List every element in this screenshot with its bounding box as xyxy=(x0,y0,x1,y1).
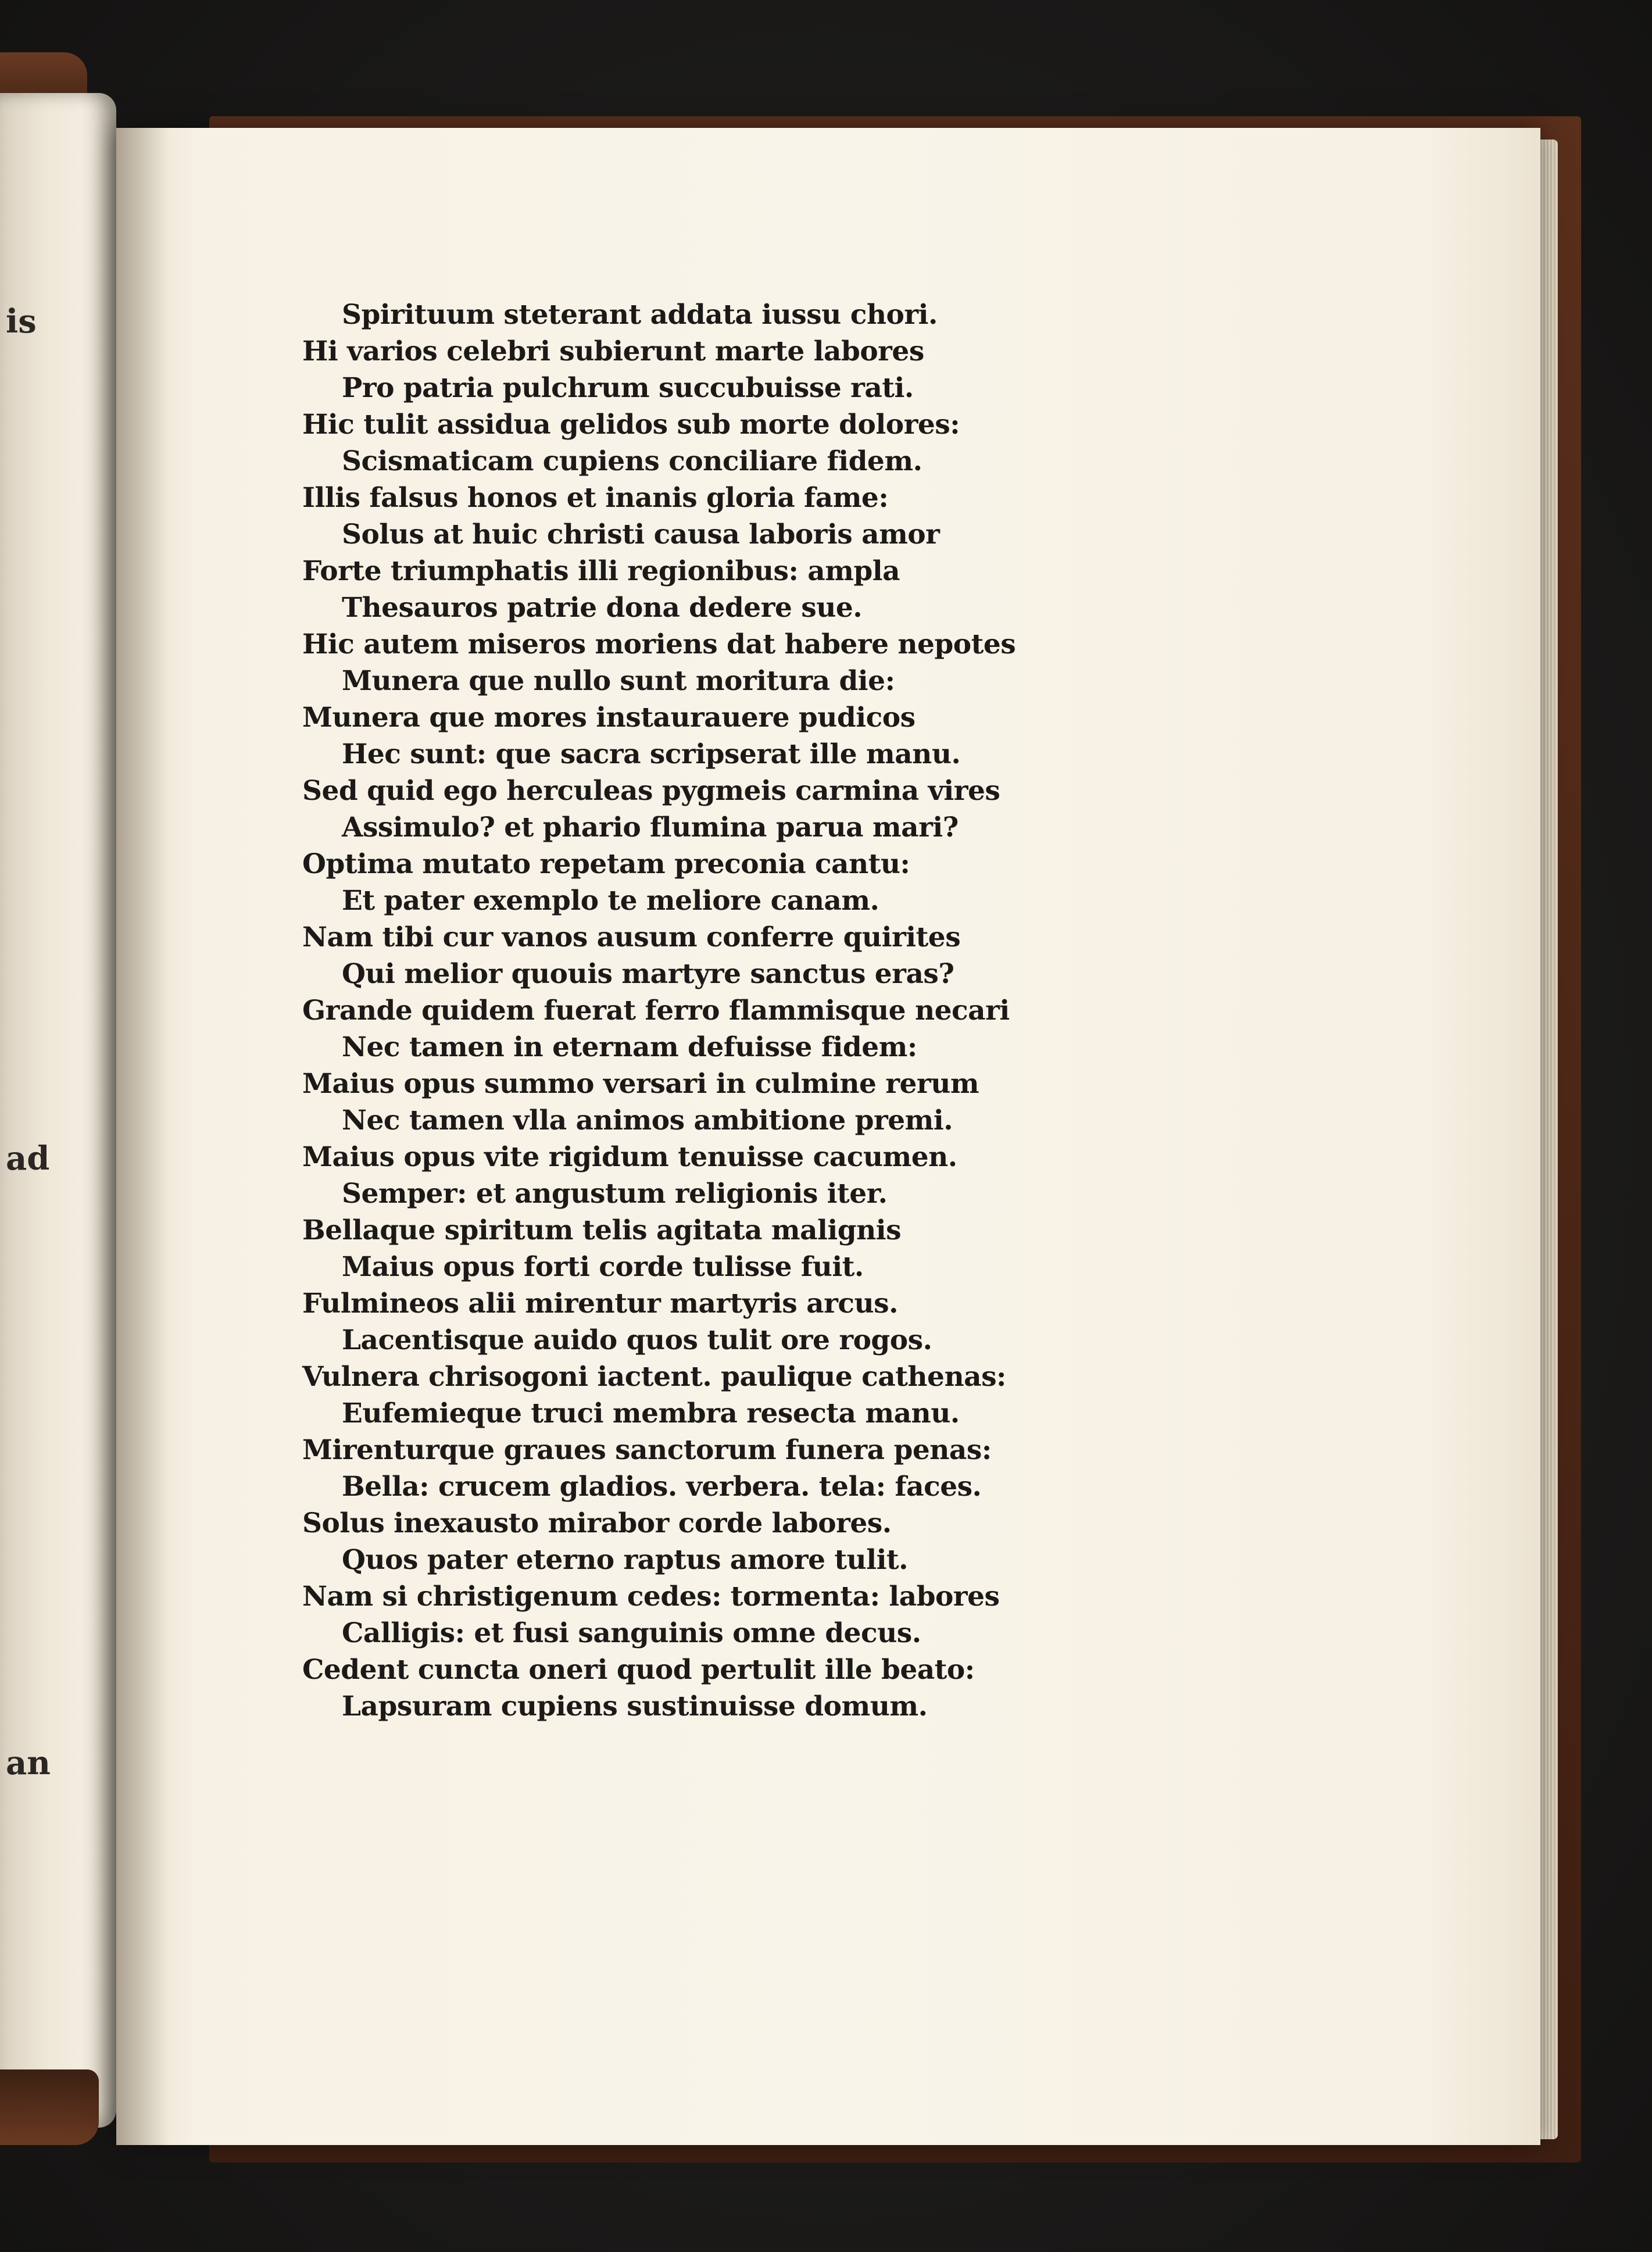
verse-line: Sed quid ego herculeas pygmeis carmina vires xyxy=(302,775,1000,807)
verse-line: Nec tamen vlla animos ambitione premi. xyxy=(342,1104,953,1136)
left-page-fragment: an xyxy=(6,1744,51,1782)
left-cover-corner-bottom xyxy=(0,2069,99,2145)
verse-line: Solus inexausto mirabor corde labores. xyxy=(302,1507,892,1539)
verse-block xyxy=(302,296,1290,1725)
verse-line: Vulnera chrisogoni iactent. paulique cathenas: xyxy=(302,1361,1006,1393)
verse-line: Munera que mores instaurauere pudicos xyxy=(302,702,916,734)
left-page xyxy=(0,93,116,2128)
verse-line: Forte triumphatis illi regionibus: ampla xyxy=(302,555,900,587)
verse-line: Semper: et angustum religionis iter. xyxy=(342,1178,888,1210)
verse-line: Scismaticam cupiens conciliare fidem. xyxy=(342,445,922,477)
verse-line: Et pater exemplo te meliore canam. xyxy=(342,885,879,917)
verse-line: Illis falsus honos et inanis gloria fame: xyxy=(302,482,889,514)
verse-line: Qui melior quouis martyre sanctus eras? xyxy=(342,958,954,990)
verse-line: Nam si christigenum cedes: tormenta: labores xyxy=(302,1581,1000,1613)
verse-line: Hic tulit assidua gelidos sub morte dolores: xyxy=(302,409,960,441)
verse-line: Lapsuram cupiens sustinuisse domum. xyxy=(342,1690,928,1722)
page xyxy=(116,128,1540,2145)
verse-line: Hic autem miseros moriens dat habere nepotes xyxy=(302,628,1016,660)
gutter-shadow xyxy=(116,128,169,2145)
verse-line: Spirituum steterant addata iussu chori. xyxy=(342,299,938,331)
verse-line: Maius opus forti corde tulisse fuit. xyxy=(342,1251,864,1283)
verse-line: Munera que nullo sunt moritura die: xyxy=(342,665,895,697)
verse-line: Cedent cuncta oneri quod pertulit ille beato: xyxy=(302,1654,975,1686)
verse-line: Pro patria pulchrum succubuisse rati. xyxy=(342,372,914,404)
verse-line: Assimulo? et phario flumina parua mari? xyxy=(342,812,959,843)
verse-line: Grande quidem fuerat ferro flammisque necari xyxy=(302,995,1010,1027)
verse-line: Bella: crucem gladios. verbera. tela: faces. xyxy=(342,1471,982,1503)
verse-line: Fulmineos alii mirentur martyris arcus. xyxy=(302,1288,898,1320)
verse-line: Calligis: et fusi sanguinis omne decus. xyxy=(342,1617,921,1649)
left-page-fragment: ad xyxy=(6,1139,50,1178)
verse-line: Optima mutato repetam preconia cantu: xyxy=(302,848,910,880)
verse-line: Eufemieque truci membra resecta manu. xyxy=(342,1397,960,1429)
verse-line: Maius opus summo versari in culmine rerum xyxy=(302,1068,979,1100)
verse-line: Hec sunt: que sacra scripserat ille manu. xyxy=(342,738,961,770)
verse-line: Maius opus vite rigidum tenuisse cacumen. xyxy=(302,1141,957,1173)
verse-line: Lacentisque auido quos tulit ore rogos. xyxy=(342,1324,932,1356)
verse-line: Quos pater eterno raptus amore tulit. xyxy=(342,1544,909,1576)
verse-line: Thesauros patrie dona dedere sue. xyxy=(342,592,863,624)
left-page-fragment: is xyxy=(6,302,37,341)
verse-line: Mirenturque graues sanctorum funera penas: xyxy=(302,1434,992,1466)
verse-line: Solus at huic christi causa laboris amor xyxy=(342,519,940,551)
verse-line: Nec tamen in eternam defuisse fidem: xyxy=(342,1031,917,1063)
verse-line: Nam tibi cur vanos ausum conferre quirites xyxy=(302,921,961,953)
verse-line: Hi varios celebri subierunt marte labores xyxy=(302,335,924,367)
verse-line: Bellaque spiritum telis agitata malignis xyxy=(302,1214,902,1246)
